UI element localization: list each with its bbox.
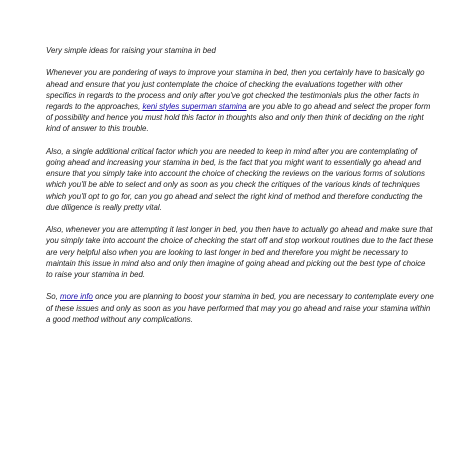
- document-title: Very simple ideas for raising your stamina in bed: [46, 46, 216, 55]
- paragraph-1-text-before: Whenever you are pondering of ways to improve your stamina in bed, then you certainly have to basically go ahead and ensure that you just contemplate the choice of checking the evaluations together with other specifics in regards to the process and only after you've got checked the testimonials plus the other facts in regards to the approaches,: [46, 68, 425, 111]
- document-body: [46, 45, 434, 336]
- more-info-link[interactable]: more info: [60, 292, 93, 302]
- paragraph-1: [46, 67, 434, 134]
- keni-styles-link[interactable]: keni styles superman stamina: [142, 102, 247, 111]
- paragraph-4-text-after: once you are planning to boost your stamina in bed, you are necessary to contemplate every one of these issues and only as soon as you have performed that may you go ahead and raise your stamina within a good method without any complications.: [46, 292, 434, 324]
- paragraph-4: [46, 291, 434, 325]
- paragraph-2: Also, a single additional critical factor which you are needed to keep in mind after you are contemplating of going ahead and increasing your stamina in bed, is the fact that you might want to essentially go ahead and ensure that you simply take into account the choice of checking the reviews on the various forms of solutions which you'll be able to select and only as soon as you check the critiques of the various kinds of techniques which you'll opt to go for, can you go ahead and select the right kind of method and therefore conducting the due diligence is really pretty vital.: [46, 146, 425, 212]
- paragraph-1-text-after: are you able to go ahead and select the proper form of possibility and hence you must hold this factor in thoughts also and only then think of deciding on the right kind of answer to this trouble.: [46, 102, 431, 134]
- paragraph-4-text-before: So,: [46, 292, 61, 302]
- paragraph-3: Also, whenever you are attempting it last longer in bed, you then have to actually go ahead and make sure that you simply take into account the choice of checking the start off and stop workout routines due to the fact these are very helpful also when you are looking to last longer in bed and therefore you might be necessary to maintain this issue in mind also and only then imagine of going ahead and picking out the best type of choice to raise your stamina in bed.: [46, 225, 434, 280]
